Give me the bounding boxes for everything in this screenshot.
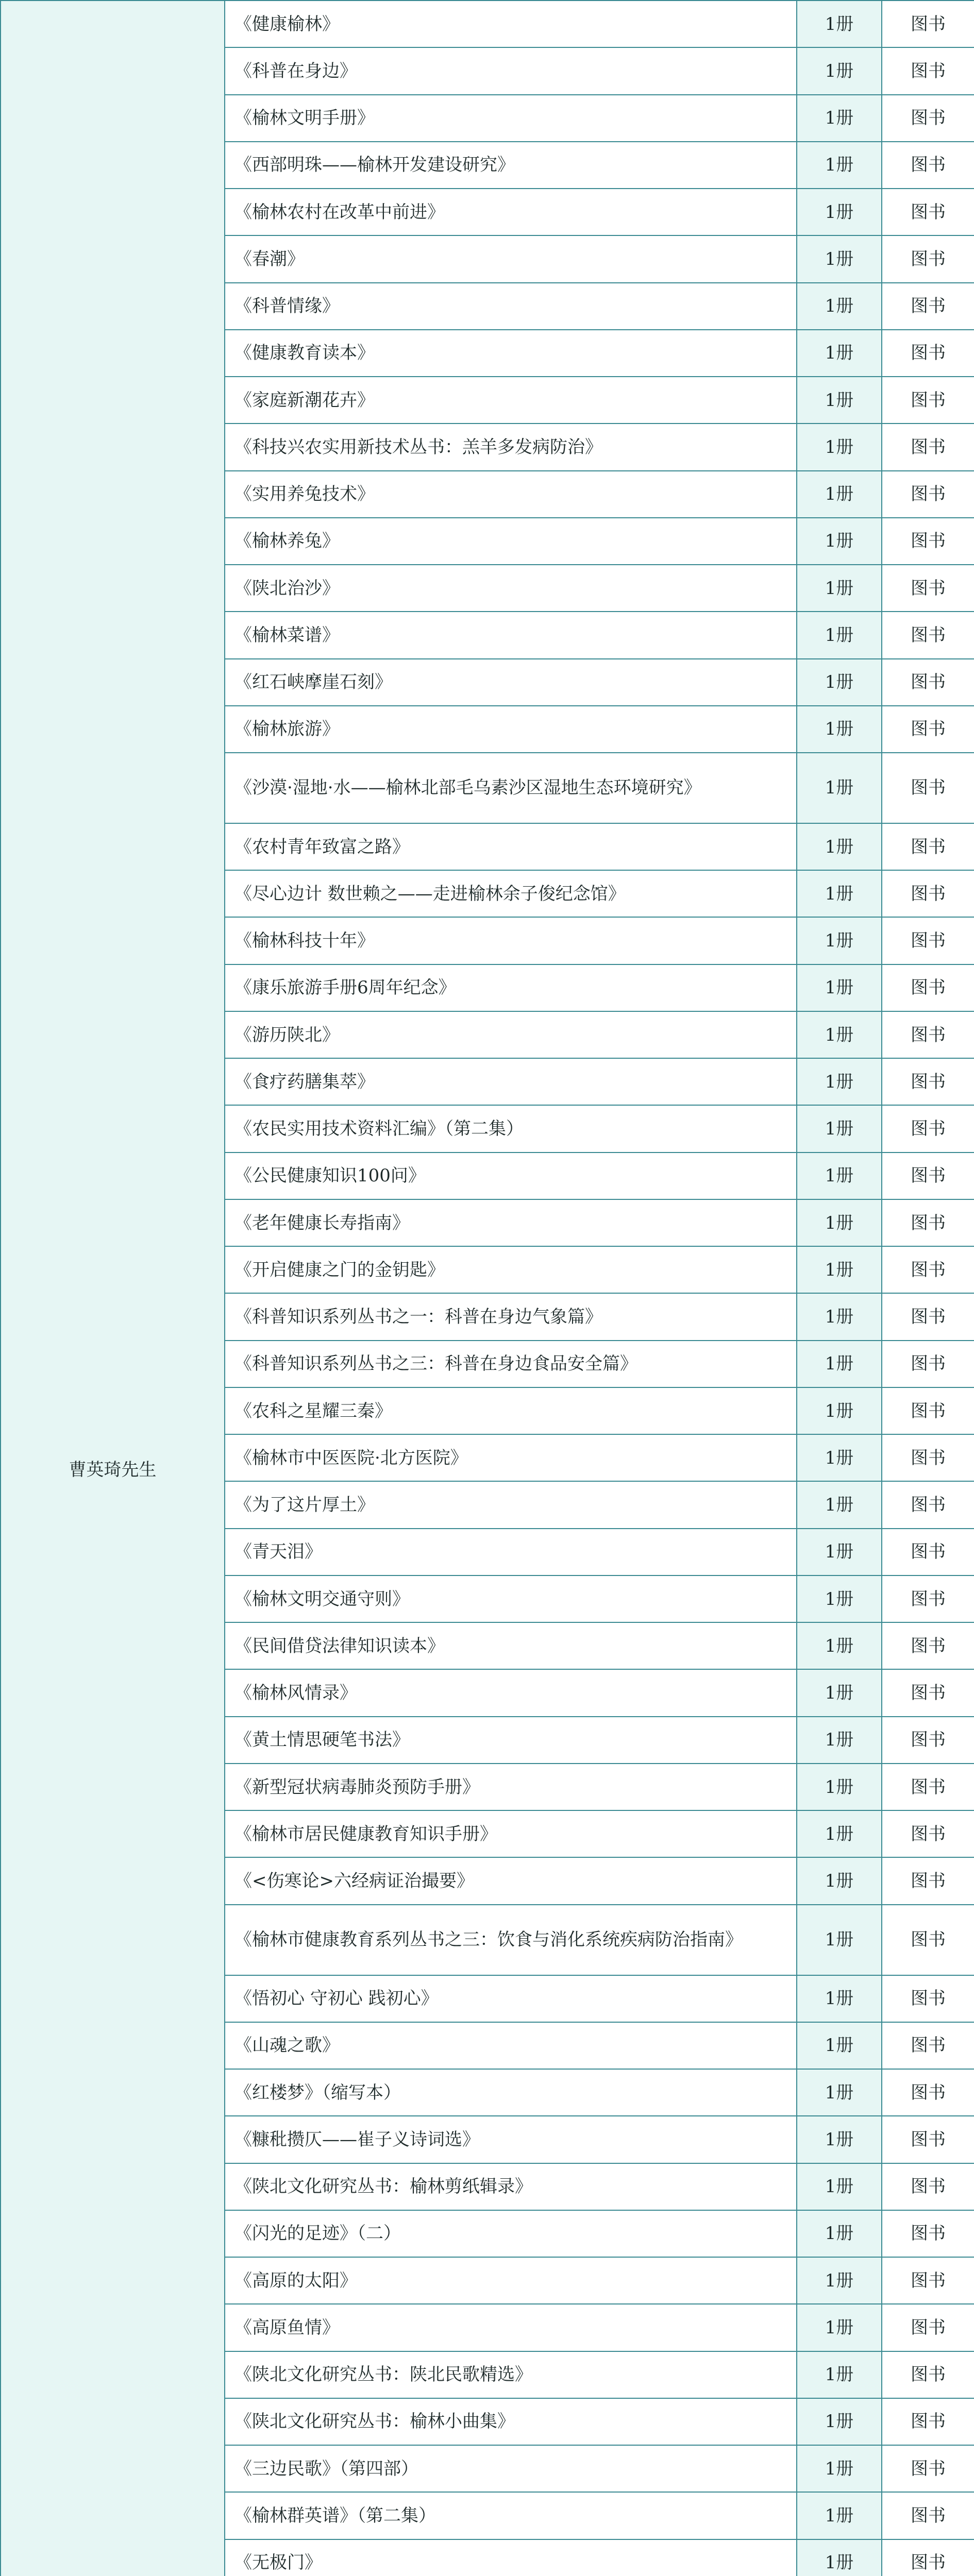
item-type-cell: 图书 — [882, 423, 974, 470]
item-type-cell: 图书 — [882, 1575, 974, 1622]
quantity-cell: 1册 — [797, 2210, 882, 2257]
book-title-cell: 《公民健康知识100问》 — [225, 1153, 797, 1199]
book-title-cell: 《科技兴农实用新技术丛书：羔羊多发病防治》 — [225, 423, 797, 470]
quantity-cell: 1册 — [797, 1341, 882, 1387]
book-title-cell: 《尽心边计 数世赖之——走进榆林余子俊纪念馆》 — [225, 870, 797, 917]
quantity-cell: 1册 — [797, 1387, 882, 1434]
quantity-cell: 1册 — [797, 330, 882, 377]
quantity-cell: 1册 — [797, 2445, 882, 2492]
book-title-cell: 《陕北文化研究丛书：陕北民歌精选》 — [225, 2351, 797, 2398]
item-type-cell: 图书 — [882, 2398, 974, 2445]
item-type-cell: 图书 — [882, 706, 974, 753]
book-title-cell: 《榆林农村在改革中前进》 — [225, 189, 797, 235]
book-title-cell: 《农民实用技术资料汇编》（第二集） — [225, 1105, 797, 1152]
quantity-cell: 1册 — [797, 1, 882, 47]
item-type-cell: 图书 — [882, 1, 974, 47]
quantity-cell: 1册 — [797, 1199, 882, 1246]
book-title-cell: 《康乐旅游手册6周年纪念》 — [225, 964, 797, 1011]
item-type-cell: 图书 — [882, 1199, 974, 1246]
item-type-cell: 图书 — [882, 2445, 974, 2492]
book-title-cell: 《青天泪》 — [225, 1529, 797, 1575]
item-type-cell: 图书 — [882, 47, 974, 94]
quantity-cell: 1册 — [797, 1293, 882, 1340]
book-title-cell: 《榆林市中医医院·北方医院》 — [225, 1434, 797, 1481]
quantity-cell: 1册 — [797, 1975, 882, 2022]
book-title-cell: 《西部明珠——榆林开发建设研究》 — [225, 142, 797, 189]
item-type-cell: 图书 — [882, 1153, 974, 1199]
item-type-cell: 图书 — [882, 1341, 974, 1387]
book-title-cell: 《红楼梦》（缩写本） — [225, 2069, 797, 2116]
item-type-cell: 图书 — [882, 917, 974, 964]
item-type-cell: 图书 — [882, 1058, 974, 1105]
item-type-cell: 图书 — [882, 1764, 974, 1810]
item-type-cell: 图书 — [882, 1810, 974, 1857]
quantity-cell: 1册 — [797, 706, 882, 753]
book-title-cell: 《悟初心 守初心 践初心》 — [225, 1975, 797, 2022]
quantity-cell: 1册 — [797, 1011, 882, 1058]
quantity-cell: 1册 — [797, 47, 882, 94]
book-title-cell: 《科普在身边》 — [225, 47, 797, 94]
quantity-cell: 1册 — [797, 423, 882, 470]
item-type-cell: 图书 — [882, 870, 974, 917]
book-title-cell: 《山魂之歌》 — [225, 2022, 797, 2069]
quantity-cell: 1册 — [797, 1905, 882, 1975]
book-title-cell: 《农村青年致富之路》 — [225, 823, 797, 870]
book-title-cell: 《<伤寒论>六经病证治撮要》 — [225, 1857, 797, 1904]
item-type-cell: 图书 — [882, 1857, 974, 1904]
book-title-cell: 《科普知识系列丛书之一：科普在身边气象篇》 — [225, 1293, 797, 1340]
book-title-cell: 《健康教育读本》 — [225, 330, 797, 377]
quantity-cell: 1册 — [797, 1246, 882, 1293]
item-type-cell: 图书 — [882, 2492, 974, 2539]
quantity-cell: 1册 — [797, 1575, 882, 1622]
book-title-cell: 《沙漠·湿地·水——榆林北部毛乌素沙区湿地生态环境研究》 — [225, 753, 797, 823]
book-title-cell: 《高原的太阳》 — [225, 2257, 797, 2304]
book-title-cell: 《榆林文明交通守则》 — [225, 1575, 797, 1622]
quantity-cell: 1册 — [797, 823, 882, 870]
quantity-cell: 1册 — [797, 1481, 882, 1528]
quantity-cell: 1册 — [797, 2539, 882, 2576]
item-type-cell: 图书 — [882, 659, 974, 706]
book-title-cell: 《为了这片厚土》 — [225, 1481, 797, 1528]
quantity-cell: 1册 — [797, 2257, 882, 2304]
item-type-cell: 图书 — [882, 142, 974, 189]
item-type-cell: 图书 — [882, 964, 974, 1011]
book-title-cell: 《陕北文化研究丛书：榆林小曲集》 — [225, 2398, 797, 2445]
item-type-cell: 图书 — [882, 377, 974, 423]
quantity-cell: 1册 — [797, 377, 882, 423]
quantity-cell: 1册 — [797, 1810, 882, 1857]
quantity-cell: 1册 — [797, 565, 882, 612]
quantity-cell: 1册 — [797, 1669, 882, 1716]
item-type-cell: 图书 — [882, 565, 974, 612]
book-title-cell: 《榆林市居民健康教育知识手册》 — [225, 1810, 797, 1857]
book-title-cell: 《春潮》 — [225, 235, 797, 282]
item-type-cell: 图书 — [882, 471, 974, 518]
book-title-cell: 《榆林文明手册》 — [225, 95, 797, 142]
quantity-cell: 1册 — [797, 1153, 882, 1199]
quantity-cell: 1册 — [797, 1622, 882, 1669]
book-title-cell: 《闪光的足迹》（二） — [225, 2210, 797, 2257]
quantity-cell: 1册 — [797, 659, 882, 706]
book-title-cell: 《实用养兔技术》 — [225, 471, 797, 518]
item-type-cell: 图书 — [882, 823, 974, 870]
item-type-cell: 图书 — [882, 518, 974, 565]
item-type-cell: 图书 — [882, 235, 974, 282]
quantity-cell: 1册 — [797, 142, 882, 189]
quantity-cell: 1册 — [797, 2116, 882, 2163]
book-title-cell: 《民间借贷法律知识读本》 — [225, 1622, 797, 1669]
item-type-cell: 图书 — [882, 1669, 974, 1716]
quantity-cell: 1册 — [797, 1857, 882, 1904]
item-type-cell: 图书 — [882, 753, 974, 823]
quantity-cell: 1册 — [797, 917, 882, 964]
book-title-cell: 《三边民歌》（第四部） — [225, 2445, 797, 2492]
book-title-cell: 《高原鱼情》 — [225, 2304, 797, 2351]
book-title-cell: 《榆林养兔》 — [225, 518, 797, 565]
item-type-cell: 图书 — [882, 612, 974, 658]
book-title-cell: 《农科之星耀三秦》 — [225, 1387, 797, 1434]
quantity-cell: 1册 — [797, 1764, 882, 1810]
quantity-cell: 1册 — [797, 471, 882, 518]
book-title-cell: 《陕北治沙》 — [225, 565, 797, 612]
item-type-cell: 图书 — [882, 2351, 974, 2398]
book-title-cell: 《榆林风情录》 — [225, 1669, 797, 1716]
book-title-cell: 《无极门》 — [225, 2539, 797, 2576]
item-type-cell: 图书 — [882, 1434, 974, 1481]
item-type-cell: 图书 — [882, 1387, 974, 1434]
item-type-cell: 图书 — [882, 2163, 974, 2210]
item-type-cell: 图书 — [882, 1529, 974, 1575]
quantity-cell: 1册 — [797, 1434, 882, 1481]
item-type-cell: 图书 — [882, 2539, 974, 2576]
book-title-cell: 《榆林群英谱》（第二集） — [225, 2492, 797, 2539]
book-title-cell: 《健康榆林》 — [225, 1, 797, 47]
quantity-cell: 1册 — [797, 2492, 882, 2539]
donor-name-cell: 曹英琦先生 — [1, 1, 225, 2576]
item-type-cell: 图书 — [882, 2257, 974, 2304]
item-type-cell: 图书 — [882, 2022, 974, 2069]
book-title-cell: 《榆林市健康教育系列丛书之三：饮食与消化系统疾病防治指南》 — [225, 1905, 797, 1975]
quantity-cell: 1册 — [797, 2351, 882, 2398]
item-type-cell: 图书 — [882, 1293, 974, 1340]
item-type-cell: 图书 — [882, 1905, 974, 1975]
item-type-cell: 图书 — [882, 2069, 974, 2116]
book-title-cell: 《红石峡摩崖石刻》 — [225, 659, 797, 706]
book-title-cell: 《榆林菜谱》 — [225, 612, 797, 658]
item-type-cell: 图书 — [882, 1481, 974, 1528]
book-title-cell: 《游历陕北》 — [225, 1011, 797, 1058]
item-type-cell: 图书 — [882, 1622, 974, 1669]
book-title-cell: 《家庭新潮花卉》 — [225, 377, 797, 423]
quantity-cell: 1册 — [797, 1717, 882, 1764]
quantity-cell: 1册 — [797, 518, 882, 565]
quantity-cell: 1册 — [797, 1058, 882, 1105]
book-title-cell: 《糠秕攒仄——崔子义诗词选》 — [225, 2116, 797, 2163]
quantity-cell: 1册 — [797, 95, 882, 142]
quantity-cell: 1册 — [797, 1105, 882, 1152]
item-type-cell: 图书 — [882, 1011, 974, 1058]
item-type-cell: 图书 — [882, 1717, 974, 1764]
item-type-cell: 图书 — [882, 189, 974, 235]
quantity-cell: 1册 — [797, 753, 882, 823]
quantity-cell: 1册 — [797, 2398, 882, 2445]
book-title-cell: 《食疗药膳集萃》 — [225, 1058, 797, 1105]
item-type-cell: 图书 — [882, 2304, 974, 2351]
item-type-cell: 图书 — [882, 330, 974, 377]
donation-table-body — [1, 1, 974, 2576]
book-title-cell: 《科普情缘》 — [225, 283, 797, 330]
book-title-cell: 《黄土情思硬笔书法》 — [225, 1717, 797, 1764]
item-type-cell: 图书 — [882, 2210, 974, 2257]
item-type-cell: 图书 — [882, 283, 974, 330]
book-title-cell: 《陕北文化研究丛书：榆林剪纸辑录》 — [225, 2163, 797, 2210]
quantity-cell: 1册 — [797, 2069, 882, 2116]
quantity-cell: 1册 — [797, 2304, 882, 2351]
item-type-cell: 图书 — [882, 1975, 974, 2022]
book-title-cell: 《榆林科技十年》 — [225, 917, 797, 964]
quantity-cell: 1册 — [797, 612, 882, 658]
book-title-cell: 《老年健康长寿指南》 — [225, 1199, 797, 1246]
book-title-cell: 《科普知识系列丛书之三：科普在身边食品安全篇》 — [225, 1341, 797, 1387]
quantity-cell: 1册 — [797, 870, 882, 917]
book-title-cell: 《开启健康之门的金钥匙》 — [225, 1246, 797, 1293]
quantity-cell: 1册 — [797, 2022, 882, 2069]
item-type-cell: 图书 — [882, 2116, 974, 2163]
quantity-cell: 1册 — [797, 189, 882, 235]
quantity-cell: 1册 — [797, 964, 882, 1011]
quantity-cell: 1册 — [797, 235, 882, 282]
item-type-cell: 图书 — [882, 1105, 974, 1152]
quantity-cell: 1册 — [797, 283, 882, 330]
item-type-cell: 图书 — [882, 95, 974, 142]
quantity-cell: 1册 — [797, 2163, 882, 2210]
book-title-cell: 《新型冠状病毒肺炎预防手册》 — [225, 1764, 797, 1810]
table-row — [1, 1, 974, 47]
book-title-cell: 《榆林旅游》 — [225, 706, 797, 753]
item-type-cell: 图书 — [882, 1246, 974, 1293]
quantity-cell: 1册 — [797, 1529, 882, 1575]
